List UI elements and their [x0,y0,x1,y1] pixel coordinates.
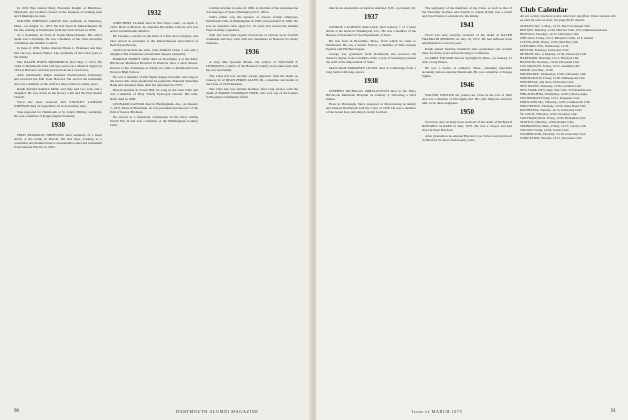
club-calendar-title: Club Calendar [520,6,568,14]
calendar-entry: ROCHESTER, Tuesday, 12:15, University Club [520,108,582,113]
obituary-paragraph: WALTER FOWLER JR. joined our Class in the fall of 1942 and was a member of Phi Sigma Psi. His wife Marjorie survives him, as do three daughters. [422,92,512,105]
calendar-entry: MONTREAL, 2nd Wed., University Club [520,80,574,85]
right-column-1 [326,6,416,398]
club-calendar-note: All are weekly luncheon unless otherwise specified. Those marked with an asterisk meet at noon. See page 80 for details. [520,14,616,23]
obituary-paragraph: Word was only recently received of the death of RALPH FRANKLIN PERKINS on July 10, 1972. He had suffered from emphysema for several years. [422,33,512,46]
calendar-entry: NEW YORK CITY, daily, Yale Club, 50 Vanderbilt Ave. [520,88,592,93]
calendar-entry: HOUSTON, Tuesdays, 12:00, Petroleum Club [520,60,580,65]
calendar-entry: PORTLAND, Me., Thursday, 12:00, Cumberland Club [520,100,591,105]
calendar-entry: PHILADELPHIA, Wednesday, 12:00, Union League [520,92,588,97]
club-calendar-list [520,24,616,140]
obituary-paragraph: Tom and Jean held regular drawdown at various local football weekends and they were with his classmates in Hanover for many reunions. [206,32,298,46]
club-calendar [520,6,616,398]
obituary-paragraph: He was born in Brookline, Mass., from which he came to Dartmouth. He was a Senior Fellow, a member of Delta Kappa Epsilon and Phi Beta Kappa. [326,38,416,51]
calendar-entry: CHICAGO, Friday, 12:15, Mildred's Grille, 14 E. Adams [520,36,593,41]
class-year-heading: 1937 [364,13,378,22]
calendar-entry: ALBANY, Dec. 3, Mon., 12:15, The Fort Orange Club [520,24,590,29]
obituary-paragraph: Stan prepared for Dartmouth at St. John's Military Academy. He was a member of Kappa Sigma fraternity. [14,109,102,118]
class-year-heading: 1936 [245,48,259,57]
obituary-paragraph: Ralph joined Sterling Chemical after graduation and worked there for many years before moving to California. [422,46,512,55]
class-year-heading: 1941 [460,21,474,30]
obituary-paragraph: JOHN BERT CLARK died in Van Nuys, Calif., on April 2, 1972. Born in Boston, he attended Brookline schools and was active in Dartmouth athletics. [110,21,198,34]
class-year-heading: 1950 [460,108,474,117]
left-column-3 [206,6,298,398]
obituary-paragraph: WALTER JOHNSON GROVE died suddenly in Wellesley, Mass., on August 11, 1972. He had lived in Massachusetts all his life, retiring at Dartmouth from the Tuck School in 1958. [14,19,102,32]
obituary-paragraph: Born in Pittsburgh, Steve prepared at Mercersburg Academy and entered Dartmouth with the Class of 1938. He was a member of the Green Key and played varsity football. [326,102,416,115]
obituary-paragraph: The sympathy of the members of the Class, as well as that of the fraternity brothers and friends to whom Ralph was a warm and loyal friend, is extended to his family. [422,6,512,19]
calendar-entry: BOSTON, Thursday, 12:30, Harvard Club, 374 Commonwealth Ave. [520,28,608,33]
calendar-entry: LOS ANGELES, Friday, 12:15, Jonathan Club [520,64,580,69]
calendar-entry: CONCORD, N.H., Wednesday, 12:30 [520,44,569,49]
obituary-paragraph: FRED FRANKLIN JOHNSTON died suddenly of a heart attack at his home in Detroit. He had been working as a consultant and manufacturer's representative since his retirement from General Electric in 1962. [14,132,102,150]
obituary-paragraph: Ralph married Kathryn Miller and they had two sons and a daughter. He was active in the Rotary Club and the First Parish Church. [14,86,102,99]
calendar-entry: WORCESTER, Tuesday, 12:15, Worcester Club [520,136,582,141]
obituary-paragraph: LEONARD KANTOR died in Birmingham, Ala., on January 7, 1972. Born in Brookline, he was president and director of the firm of Kantor Brothers. [110,101,198,114]
calendar-entry: DENVER, Tuesdays, University Club [520,48,569,53]
obituary-paragraph: In June of 1930, Walter married Helen L. Brubaker and they had one son, Robert Walter. The sympathy of the Class goes to his family. [14,46,102,59]
obituary-paragraph: DR. RALPH OWEN BRODERICK died May 7, 1972. He came to Dartmouth from Chicago and took a Medical degree in 1934 at Harvard, and later practiced in the Lowell area. [14,59,102,73]
class-year-heading: 1930 [51,120,65,129]
right-page [316,0,628,420]
obituary-paragraph: MALCOLM MORRISEY OLSEN died at Cambridge from a long battle with lung cancer. [326,65,416,74]
running-footer: DARTMOUTH ALUMNI MAGAZINE [176,409,259,414]
calendar-entry: ST. LOUIS, Thursday, 12:00, Noonday Club [520,112,577,117]
calendar-entry: DETROIT, Dec. 5, Monday, 12:30, University Club [520,52,587,57]
left-column-2 [110,6,198,398]
obituary-paragraph: After graduation he entered Harvard Law School and practiced in Hartford for more than twenty years. [422,133,512,142]
calendar-entry: MILWAUKEE, Wednesday, 12:00, University Club [520,72,586,77]
calendar-entry: SAN FRANCISCO, Friday, 12:00, Bohemian Club [520,116,586,121]
left-column-1 [14,6,102,398]
obituary-paragraph: After Dartmouth, Ralph attended Northwestern University and received his MD from Harvard. He served his internship and was a member of the staff at Lahey Clinic for many years. [14,73,102,86]
obituary-paragraph: He was a native of Amherst, Mass., attending Deerfield Academy before entering Dartmouth. He was a member of Kappa Sigma. [422,65,512,78]
running-footer: Issue of MARCH 1973 [412,409,463,414]
right-column-2 [422,6,512,398]
page-number: 90 [14,409,19,414]
class-year-heading: 1946 [460,80,474,89]
calendar-entry: PITTSBURGH, Friday, 12:15, Duquesne Club [520,96,580,101]
obituary-paragraph: died in an automobile accident in Ashland, N.H., on January 26. [329,6,416,10]
calendar-entry: BUFFALO, Tuesdays, 12:15, University Club [520,32,579,37]
obituary-paragraph: He became a partner in the firm of Clark and Company, and later served as president of the Massachusetts Association of Real Estate Boards. [110,34,198,47]
obituary-paragraph: The Class has lost another strong supporter with the death on January 22 of DEAN PERRY ALLEN JR., a member and leader of the Class of 1936 Reunion. [206,73,298,86]
obituary-paragraph: STEPHEN NICHOLAS MIHALOVITCH died at the Mary Hitchcock Memorial Hospital on January 3, following a brief illness. [326,88,416,101]
calendar-entry: CLEVELAND, Friday, 12:00, Mid-Day Club [520,40,578,45]
calendar-entry: HARTFORD, Thursday, 12:15, Hartford Club [520,56,579,61]
calendar-entry: SPRINGFIELD, Mass., Friday, 12:15, Colony Club [520,124,587,129]
obituary-paragraph: coming October to retire in 1969, at the time of his retirement he was manager of Sears Washington D.C. office. [206,6,298,15]
page-number: 91 [611,409,616,414]
obituary-paragraph: CLARKE FOLSOM died in Springfield, Mass., on January 31 after a long illness. [422,56,512,65]
obituary-paragraph: Survivors include his wife, Jane Kimball Clark, a son and a daughter. His classmates extend their deepest sympathy. [110,47,198,57]
calendar-entry: TOLEDO, Friday, 12:00, Toledo Club [520,128,569,133]
obituary-paragraph: As a freshman, he lived in South Massachusetts. His wife's death was a hardship. He was a member of the class executive committee and Alumni Council. [14,32,102,46]
obituary-paragraph: Harold married in Forest Hill, he sang in the Glee Club and was a member of Holy Trinity Episcopal Church. His wife, Ruth, died in 1968. [110,88,198,101]
obituary-paragraph: He served as a lieutenant commander in the Navy during World War II and was a member of the Birmingham Country Club. [110,115,198,128]
left-page [0,0,312,420]
obituary-paragraph: In 1932 Hen started Mary Bowdoin Knight of Baltimore, Maryland, and brothers carried on the business of making suits and trimmings for men. [14,6,102,19]
obituary-paragraph: HAROLD SIDNEY MAY died on November 4 at the Mary Hitchcock Memorial Hospital in Hanover after a short illness. Known to his classmates as Sandy, he came to Dartmouth from Newton High School. [110,57,198,74]
obituary-paragraph: George was graduated from Dartmouth and received his master's degree from Columbia. After a year of teaching he joined the staff of the Department of State. [326,52,416,65]
obituary-paragraph: GEORGE CALHOUN WALLACE died January 7 of a heart attack at his home in Washington, D.C. He was a member of the Bureau of Personnel of the Department of State. [326,25,416,38]
calendar-entry: SEATTLE, Thursday, 12:00, Rainier Club [520,120,574,125]
obituary-paragraph: Word has been received that STANLEY LAMSON JOHNSON died on September 10 in Scottsdale, Ariz. [14,100,102,109]
calendar-entry: NEW HAVEN, Thursday, 12:30, Graduate Club [520,84,582,89]
obituary-paragraph: A long time Ipswich Maine, the widow of WILLIAM F. LINDQUIST, a native of the Barnard Country, had come back with her son and family. [206,60,298,73]
calendar-entry: WASHINGTON, Thursday, 12:30, University Club [520,132,586,137]
obituary-paragraph: He was a member of Phi Sigma Kappa fraternity and sang in the Glee Club. After graduation he joined the National Shawmut Bank and remained there until his retirement in 1970. [110,74,198,88]
calendar-entry: PROVIDENCE, Thursday, 12:00, Turks Head Club [520,104,586,109]
calendar-entry: MINNEAPOLIS, Friday, 12:00, Minneapolis Club [520,76,585,81]
class-year-heading: 1938 [364,76,378,85]
obituary-paragraph: Tom's father was the sponsor of Jonas's former employer, Dartmouth Club of Philadelphia in 1960 and president in 1962. He was an assistant class agent for 10 years and served the Alumni Fund in many capacities. [206,15,298,32]
obituary-paragraph: Word has only recently been received of the death of DONALD HOWARD GLAZER in May 1972. He was a lawyer and had lived in West Hartford. [422,120,512,133]
obituary-paragraph: The Class has lost another member, after long service with the death of HARRY CHAPMAN FORD, who was one of the leaders in Brooklyn community affairs. [206,87,298,100]
class-year-heading: 1932 [147,9,161,17]
calendar-entry: MIAMI, 2nd Tues., 12:00 [520,68,553,73]
